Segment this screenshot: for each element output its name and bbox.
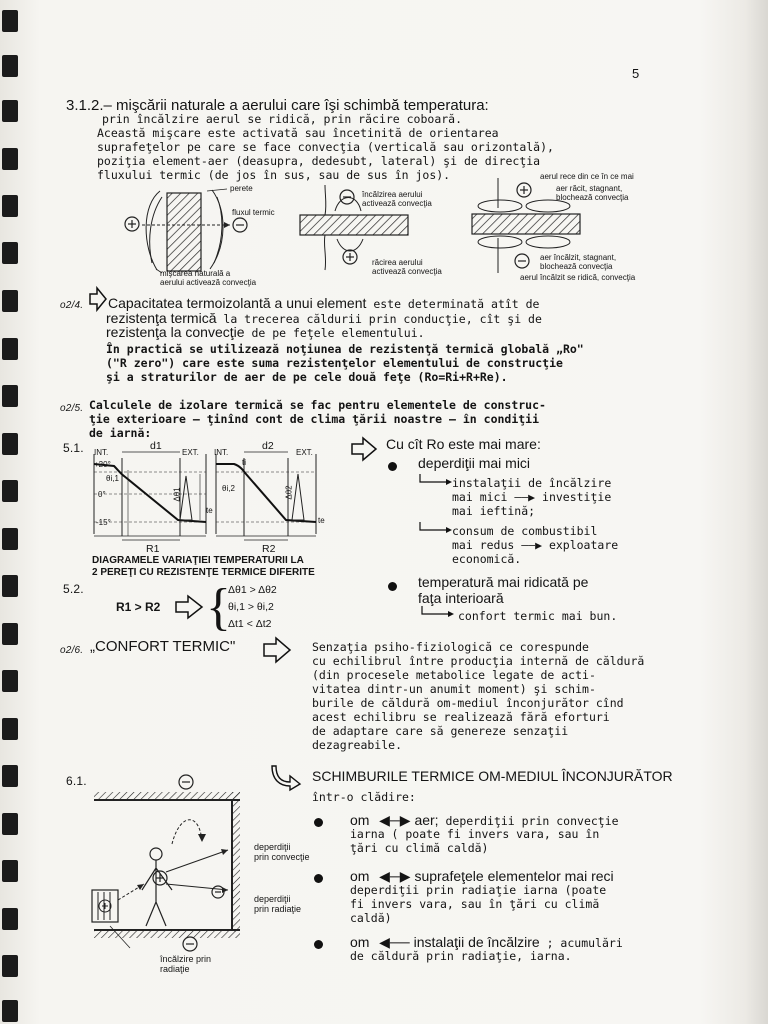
diagram-d1: d1 — [150, 440, 162, 452]
diagram-int-1: INT. — [94, 448, 109, 457]
page-number: 5 — [632, 66, 640, 81]
exchange-item-3: om ◀── instalaţii de încălzire ; acumulări — [350, 934, 623, 950]
exchange-item-2: om ◀─▶ suprafeţele elementelor mai reci — [350, 868, 614, 884]
arrow-52-icon — [174, 594, 204, 620]
label-incalzire-radiatie: încălzire prin radiaţie — [160, 954, 212, 974]
diagram-t20: +20° — [94, 460, 111, 469]
diagram-t15: -15° — [96, 518, 111, 527]
sec-312-line-5: fluxului termic (de jos în sus, sau de sus în jos). — [97, 168, 451, 182]
confort-line-6: acest echilibru se realizează fără eforturi — [312, 710, 610, 724]
sub2-line2: mai redus ——▶ exploatare — [452, 538, 619, 552]
diagram-ti: ti — [242, 458, 246, 467]
hook-arrow-icon — [418, 522, 454, 536]
sec-024-line-3: rezistenţa la convecţie de pe feţele elementului. — [106, 324, 425, 340]
sec-312-line-1: prin încălzire aerul se ridică, prin răcire coboară. — [102, 112, 463, 126]
sec-312-line-4: poziţia element-aer (deasupra, dedesubt, lateral) şi de direcţia — [97, 154, 541, 168]
arrow-51-icon — [350, 436, 378, 462]
section-number-026: o2/6. — [60, 645, 84, 656]
sec-024-line-1: Capacitatea termoizolantă a unui element este determinată atît de — [108, 295, 540, 311]
sub3-line: confort termic mai bun. — [458, 609, 618, 623]
exchange-item-3-line-2: de căldură prin radiaţie, iarna. — [350, 949, 572, 963]
diagram-ext-2: EXT. — [296, 448, 313, 457]
arrow-026-icon — [262, 636, 292, 664]
label-aer-incalzit-2: blochează convecţia — [540, 262, 613, 271]
label-incalzirea-2: activează convecţia — [362, 199, 432, 208]
row-delta-theta: Δθ1 > Δθ2 — [228, 584, 277, 596]
label-aer-rece-1: aerul rece din ce în ce mai — [540, 172, 634, 181]
label-aer-rece-2: aer răcit, stagnant, — [556, 184, 623, 193]
confort-line-2: cu echilibrul între producţia internă de căldură — [312, 654, 645, 668]
sub1-line1: instalaţii de încălzire — [452, 476, 612, 490]
brace: { — [206, 579, 231, 636]
section-title: mişcării naturale a aerului care îşi schimbă temperatura: — [116, 97, 489, 114]
bullet-deperditii: deperdiţii mai mici — [418, 455, 531, 471]
row-delta-t: Δt1 < Δt2 — [228, 618, 272, 630]
section-number-52: 5.2. — [63, 582, 84, 596]
label-incalzirea-1: încălzirea aerului — [362, 190, 423, 199]
row-theta-i: θi,1 > θi,2 — [228, 601, 274, 613]
label-miscare-1: mişcarea naturală a — [160, 269, 231, 278]
bullet-icon — [388, 582, 397, 591]
section-number-025: o2/5. — [60, 403, 84, 414]
section-number-61: 6.1. — [66, 774, 87, 788]
confort-line-8: dezagreabile. — [312, 738, 403, 752]
diagram-d2: d2 — [262, 440, 274, 452]
diagram-r1: R1 — [146, 543, 160, 555]
confort-line-5: burile de căldură om-mediul înconjurător cînd — [312, 696, 624, 710]
label-perete: perete — [230, 184, 253, 193]
exchange-item-2-line-2: deperdiţii prin radiaţie iarna (poate — [350, 883, 607, 897]
diagram-ext-1: EXT. — [182, 448, 199, 457]
exchange-item-1: om ◀─▶ aer; deperdiţii prin convecţie — [350, 812, 619, 828]
confort-line-7: de adaptare care să genereze senzaţii — [312, 724, 569, 738]
section-number-51: 5.1. — [63, 441, 84, 455]
exchange-item-2-line-4: caldă) — [350, 911, 392, 925]
bullet-icon — [388, 462, 397, 471]
label-deperditii-convectie: deperdiţii prin convecţie — [254, 842, 310, 862]
sec-024-para-1: În practică se utilizează noţiunea de rezistenţă termică globală „Ro" — [106, 342, 584, 356]
label-racirea-2: activează convecţia — [372, 267, 442, 276]
confort-termic-title: „CONFORT TERMIC" — [90, 638, 236, 655]
sub2-line1: consum de combustibil — [452, 524, 598, 538]
ro-title: Cu cît Ro este mai mare: — [386, 436, 541, 452]
section-number-024: o2/4. — [60, 300, 84, 311]
bullet-icon — [314, 874, 323, 883]
diagram-r2: R2 — [262, 543, 276, 555]
diagram-theta2: θi,2 — [222, 484, 235, 493]
bullet-icon — [314, 940, 323, 949]
figure-room-exchanges — [90, 772, 250, 972]
sec-312-line-2: Această mişcare este activată sau încetinită de orientarea — [97, 126, 499, 140]
confort-line-1: Senzaţia psiho-fiziologică ce corespunde — [312, 640, 589, 654]
sub1-line2: mai mici ——▶ investiţie — [452, 490, 612, 504]
spiral-binding — [0, 0, 24, 1024]
diagram-theta1: θi,1 — [106, 474, 119, 483]
sec-024-line-2: rezistenţa termică la trecerea căldurii prin conducţie, cît şi de — [106, 310, 542, 326]
hook-arrow-icon — [420, 606, 456, 620]
exchange-item-2-line-3: fi invers vara, sau în ţări cu climă — [350, 897, 600, 911]
diagram-int-2: INT. — [214, 448, 229, 457]
label-aer-incalzit-3: aerul încălzit se ridică, convecţia — [520, 273, 636, 282]
bullet-temperatura-2: faţa interioară — [418, 590, 504, 606]
diagram-te-2: te — [318, 516, 325, 525]
schimburi-subtitle: într-o clădire: — [312, 790, 416, 804]
sec-025-line-2: ţie exterioare — ţinînd cont de clima ţării noastre — în condiţii — [89, 412, 540, 426]
sub1-line3: mai ieftină; — [452, 504, 536, 518]
label-flux-termic: fluxul termic — [232, 208, 275, 217]
label-aer-incalzit-1: aer încălzit, stagnant, — [540, 253, 617, 262]
label-aer-rece-3: blochează convecţia — [556, 193, 629, 202]
sec-025-line-3: de iarnă: — [89, 426, 152, 440]
sec-312-line-3: suprafeţelor pe care se face convecţia (verticală sau orizontală), — [97, 140, 554, 154]
exchange-item-1-line-2: iarna ( poate fi invers vara, sau în — [350, 827, 600, 841]
confort-line-4: vitatea dintr-un anumit moment) şi schim- — [312, 682, 596, 696]
sec-025-line-1: Calculele de izolare termică se fac pentru elementele de construc- — [89, 398, 546, 412]
label-deperditii-radiatie: deperdiţii prin radiaţie — [254, 894, 302, 914]
diagram-caption: DIAGRAMELE VARIAŢIEI TEMPERATURII LA 2 PEREŢI CU REZISTENŢE TERMICE DIFERITE — [92, 555, 315, 578]
r1-gt-r2: R1 > R2 — [116, 600, 161, 614]
bullet-temperatura-1: temperatură mai ridicată pe — [418, 574, 589, 590]
arrow-024-icon — [88, 286, 108, 312]
diagram-dt1: Δθ1 — [172, 487, 182, 502]
confort-line-3: (din procesele metabolice legate de acti- — [312, 668, 596, 682]
diagram-te-1: te — [206, 506, 213, 515]
diagram-dt2: Δθ2 — [284, 485, 294, 500]
sec-024-para-2: ("R zero") care este suma rezistenţelor elementului de construcţie — [106, 356, 563, 370]
section-3-1-2: 3.1.2.– mişcării naturale a aerului care îşi schimbă temperatura: — [66, 97, 489, 114]
curved-arrow-icon — [272, 764, 302, 790]
schimburi-title: SCHIMBURILE TERMICE OM-MEDIUL ÎNCONJURĂTOR — [312, 768, 673, 784]
diagram-t0: 0° — [98, 490, 106, 499]
exchange-item-1-line-3: ţări cu climă caldă) — [350, 841, 489, 855]
sub2-line3: economică. — [452, 552, 522, 566]
section-number: 3.1.2. — [66, 97, 104, 114]
hook-arrow-icon — [418, 474, 454, 488]
label-racirea-1: răcirea aerului — [372, 258, 423, 267]
label-miscare-2: aerului activează convecţia — [160, 278, 257, 287]
sec-024-para-3: şi a straturilor de aer de pe cele două feţe (Ro=Ri+R+Re). — [106, 370, 508, 384]
bullet-icon — [314, 818, 323, 827]
